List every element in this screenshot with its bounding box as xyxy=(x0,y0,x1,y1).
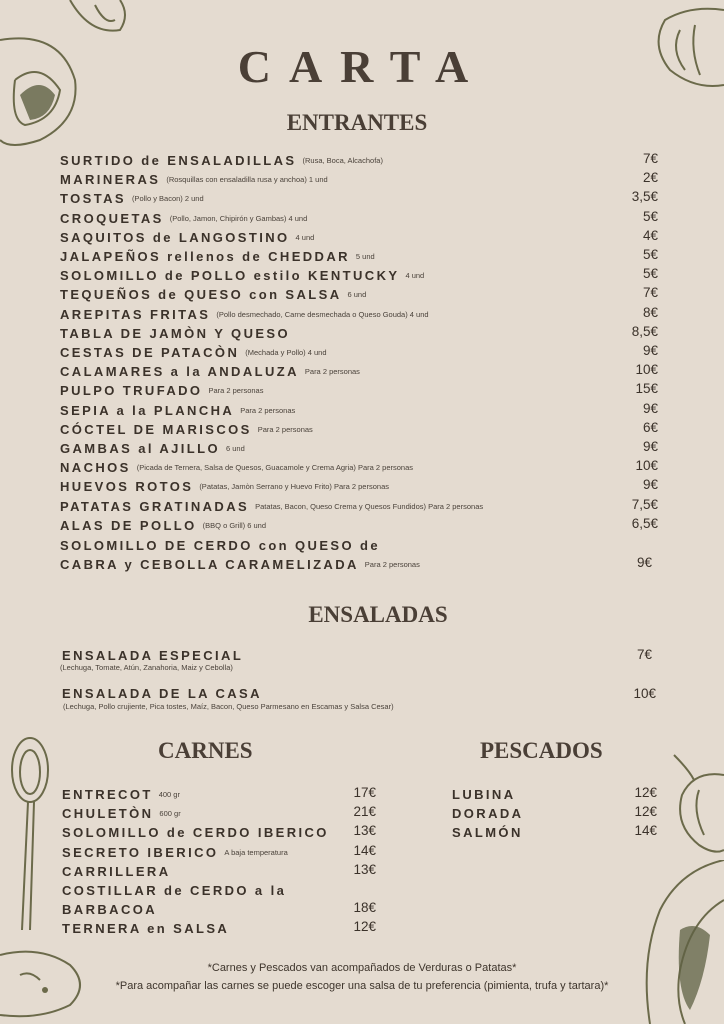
item-name: SALMÓN xyxy=(452,825,523,841)
item-note: A baja temperatura xyxy=(224,847,288,857)
menu-item xyxy=(62,823,335,842)
item-price: 5€ xyxy=(642,247,658,262)
menu-item xyxy=(60,497,483,516)
ensalada-especial-price: 7€ xyxy=(636,647,652,662)
item-note: 6 und xyxy=(347,290,367,300)
item-note: 400 gr xyxy=(158,790,180,799)
entrantes-last-price: 9€ xyxy=(636,555,652,570)
item-name: GAMBAS al AJILLO xyxy=(60,441,220,456)
menu-item xyxy=(60,170,328,189)
menu-item xyxy=(62,862,177,881)
item-price: 12€ xyxy=(634,785,657,800)
item-note: 5 und xyxy=(355,252,375,261)
menu-item xyxy=(60,477,389,496)
item-name: HUEVOS ROTOS xyxy=(60,479,194,495)
item-note: Para 2 personas xyxy=(257,424,313,434)
entrantes-last-line2: CABRA y CEBOLLA CARAMELIZADA $^{Para 2 personas}$ xyxy=(60,557,420,572)
item-price: 13€ xyxy=(353,861,376,877)
item-note: (Pollo y Bacon) 2 und xyxy=(131,194,204,204)
pescados-heading: PESCADOS xyxy=(480,738,603,763)
item-name: ALAS DE POLLO xyxy=(60,517,197,533)
ensalada-casa-desc: (Lechuga, Pollo crujiente, Pica tostes, Maíz, Bacon, Queso Parmesano en Escamas y Salsa Cesar) xyxy=(63,702,394,711)
item-note: 4 und xyxy=(405,271,425,281)
item-note: (Rosquillas con ensaladilla rusa y anchoa) 1 und xyxy=(166,175,328,185)
item-note: Para 2 personas xyxy=(304,367,360,377)
item-name: BARBACOA xyxy=(62,902,158,918)
item-price: 14€ xyxy=(353,842,376,858)
item-note: Para 2 personas xyxy=(208,386,264,396)
item-price: 10€ xyxy=(635,362,658,378)
item-price: 6€ xyxy=(642,419,658,435)
footer-note-1: *Carnes y Pescados van acompañados de Verduras o Patatas* xyxy=(207,962,517,974)
entrantes-heading: ENTRANTES xyxy=(286,110,428,135)
item-price: 14€ xyxy=(634,823,657,839)
item-name: SEPIA a la PLANCHA xyxy=(60,402,235,418)
item-price: 3,5€ xyxy=(631,189,658,205)
item-name: TERNERA en SALSA xyxy=(62,921,230,937)
menu-item xyxy=(60,420,313,439)
item-price: 17€ xyxy=(353,785,376,800)
ensalada-especial-desc: (Lechuga, Tomate, Atún, Zanahoria, Maiz y Cebolla) xyxy=(60,663,233,672)
item-name: SURTIDO de ENSALADILLAS xyxy=(60,153,297,168)
item-name: LUBINA xyxy=(452,787,516,802)
menu-item xyxy=(60,401,295,420)
item-price: 9€ xyxy=(642,477,658,493)
item-name: ENTRECOT xyxy=(62,787,153,802)
menu-title: CARTA xyxy=(237,41,487,92)
item-price: 12€ xyxy=(634,804,657,820)
menu-item xyxy=(60,324,296,343)
item-name: CHULETÒN xyxy=(62,806,154,822)
menu-item xyxy=(60,266,424,285)
pepper-illustration-icon xyxy=(664,750,724,860)
item-name: SECRETO IBERICO xyxy=(62,844,219,860)
ensalada-casa-price: 10€ xyxy=(633,686,656,701)
menu-item xyxy=(62,843,288,862)
item-note: 6 und xyxy=(225,444,245,453)
item-name: TOSTAS xyxy=(60,191,126,207)
item-name: CARRILLERA xyxy=(62,863,171,879)
menu-item xyxy=(452,785,516,804)
item-price: 9€ xyxy=(642,343,658,358)
item-note: (Pollo, Jamon, Chipirón y Gambas) 4 und xyxy=(169,213,308,223)
item-name: JALAPEÑOS rellenos de CHEDDAR xyxy=(60,249,350,264)
footer-note-2: *Para acompañar las carnes se puede escoger una salsa de tu preferencia (pimienta, trufa y tartara)* xyxy=(115,980,609,992)
ensaladas-heading: ENSALADAS xyxy=(308,602,448,627)
item-name: AREPITAS FRITAS xyxy=(60,306,211,322)
menu-item xyxy=(60,247,375,266)
item-price: 21€ xyxy=(353,804,376,820)
item-price: 2€ xyxy=(642,170,658,186)
item-note: 600 gr xyxy=(159,809,181,819)
item-note: (Rusa, Boca, Alcachofa) xyxy=(302,156,383,165)
menu-item xyxy=(60,151,383,170)
menu-item xyxy=(452,804,523,823)
menu-item xyxy=(60,285,366,304)
menu-item xyxy=(60,305,429,324)
menu-item xyxy=(60,458,413,477)
item-price: 6,5€ xyxy=(631,515,658,531)
item-name: NACHOS xyxy=(60,460,131,476)
menu-item xyxy=(60,343,327,362)
item-price: 8,5€ xyxy=(631,323,658,339)
menu-item xyxy=(60,362,360,381)
item-price: 10€ xyxy=(635,458,658,474)
item-note: (Mechada y Pollo) 4 und xyxy=(245,348,327,357)
menu-item xyxy=(60,209,307,228)
menu-item xyxy=(60,516,266,535)
menu-item xyxy=(60,228,314,247)
item-name: MARINERAS xyxy=(60,172,161,188)
item-name: TEQUEÑOS de QUESO con SALSA xyxy=(60,287,342,303)
item-price: 8€ xyxy=(642,304,658,320)
entrantes-last-line1: SOLOMILLO DE CERDO con QUESO de xyxy=(60,538,380,553)
item-note: (Pollo desmechado, Carne desmechada o Queso Gouda) 4 und xyxy=(216,309,429,319)
spoon-illustration-icon xyxy=(0,730,70,940)
item-price: 7€ xyxy=(642,151,658,166)
item-note: 4 und xyxy=(295,232,315,242)
menu-item xyxy=(60,381,263,400)
item-name: SAQUITOS de LANGOSTINO xyxy=(60,229,290,245)
item-price: 12€ xyxy=(353,919,376,935)
item-price: 13€ xyxy=(353,823,376,839)
eggplant-illustration-icon xyxy=(620,860,724,1024)
item-note: Para 2 personas xyxy=(240,405,296,415)
menu-item xyxy=(62,804,181,823)
carnes-heading: CARNES xyxy=(158,738,253,763)
item-name: DORADA xyxy=(452,806,524,822)
item-note: (BBQ o Grill) 6 und xyxy=(202,520,267,530)
item-name: CESTAS DE PATACÒN xyxy=(60,345,240,360)
item-price: 7,5€ xyxy=(631,496,658,512)
item-price: 5€ xyxy=(642,266,658,282)
menu-item xyxy=(452,823,523,842)
item-name: TABLA DE JAMÒN Y QUESO xyxy=(60,325,291,341)
item-price: 9€ xyxy=(642,439,658,454)
item-name: COSTILLAR de CERDO a la xyxy=(62,883,287,898)
menu-item xyxy=(62,919,235,938)
menu-item xyxy=(60,439,245,458)
item-price: 5€ xyxy=(642,208,658,224)
menu-item xyxy=(62,900,163,919)
item-note: (Patatas, Jamòn Serrano y Huevo Frito) Para 2 personas xyxy=(199,482,389,492)
item-name: SOLOMILLO de CERDO IBERICO xyxy=(62,825,329,841)
item-name: CROQUETAS xyxy=(60,210,164,226)
item-price: 7€ xyxy=(642,285,658,301)
item-note: (Picada de Ternera, Salsa de Quesos, Guacamole y Crema Agria) Para 2 personas xyxy=(136,463,414,473)
item-price: 18€ xyxy=(353,900,376,916)
item-note: Patatas, Bacon, Queso Crema y Quesos Fundidos) Para 2 personas xyxy=(255,501,484,511)
item-name: PULPO TRUFADO xyxy=(60,383,203,399)
item-name: CÓCTEL DE MARISCOS xyxy=(60,421,252,437)
item-price: 4€ xyxy=(642,227,658,243)
menu-item xyxy=(62,785,180,804)
item-name: PATATAS GRATINADAS xyxy=(60,498,250,514)
menu-item xyxy=(60,189,204,208)
ensalada-especial-name: ENSALADA ESPECIAL xyxy=(62,648,244,663)
item-price: 15€ xyxy=(635,381,658,397)
ensalada-casa-name: ENSALADA DE LA CASA xyxy=(62,686,262,701)
menu-item xyxy=(62,881,292,900)
item-price: 9€ xyxy=(642,400,658,416)
item-name: CALAMARES a la ANDALUZA xyxy=(60,364,299,380)
item-name: SOLOMILLO de POLLO estilo KENTUCKY xyxy=(60,268,400,284)
